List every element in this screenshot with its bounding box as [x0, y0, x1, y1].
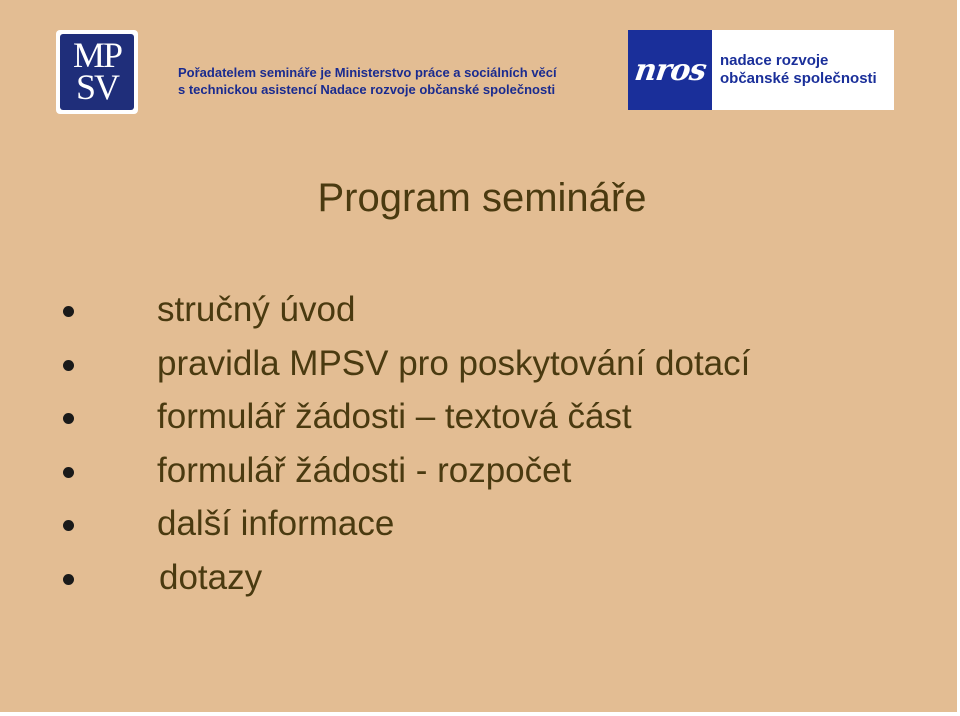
mpsv-logo: [56, 30, 138, 114]
bullet-item: [0, 391, 960, 445]
bullet-dot-icon: [63, 360, 74, 371]
bullet-text: další informace: [157, 504, 395, 543]
bullet-dot-icon: [63, 413, 74, 424]
organizer-line-2: s technickou asistencí Nadace rozvoje občanské společnosti: [178, 82, 556, 97]
mpsv-logo-badge: [60, 34, 134, 110]
organizer-line-1: Pořadatelem semináře je Ministerstvo práce a sociálních věcí: [178, 65, 557, 80]
nros-logo-text: [712, 30, 894, 110]
bullet-dot-icon: [63, 574, 74, 585]
organizer-text: [178, 64, 557, 98]
bottom-border: [0, 712, 960, 716]
bullet-item: [0, 498, 960, 552]
bullet-text: dotazy: [159, 557, 263, 597]
bullet-item: [0, 445, 960, 499]
bullet-text: pravidla MPSV pro poskytování dotací: [157, 343, 751, 383]
bullet-text: formulář žádosti - rozpočet: [157, 450, 572, 490]
bullet-item: [0, 338, 960, 392]
slide-title-container: [0, 174, 960, 222]
bullet-dot-icon: [63, 306, 74, 317]
nros-logo-line-2: občanské společnosti: [720, 70, 877, 87]
bullet-text: formulář žádosti – textová část: [157, 397, 632, 436]
bullet-list: [0, 284, 960, 605]
nros-logo-mark-text: nros: [632, 52, 708, 88]
bullet-text: stručný úvod: [157, 290, 356, 329]
mpsv-logo-top: MP: [72, 35, 122, 75]
slide-title: Program semináře: [317, 176, 647, 220]
bullet-item: [0, 284, 960, 338]
nros-logo-mark: [628, 30, 712, 110]
nros-logo-line-1: nadace rozvoje: [720, 52, 829, 69]
bullet-dot-icon: [63, 467, 74, 478]
mpsv-logo-bottom: SV: [75, 67, 119, 107]
bullet-item: [0, 552, 960, 606]
nros-logo: [628, 30, 894, 110]
bullet-dot-icon: [63, 520, 74, 531]
